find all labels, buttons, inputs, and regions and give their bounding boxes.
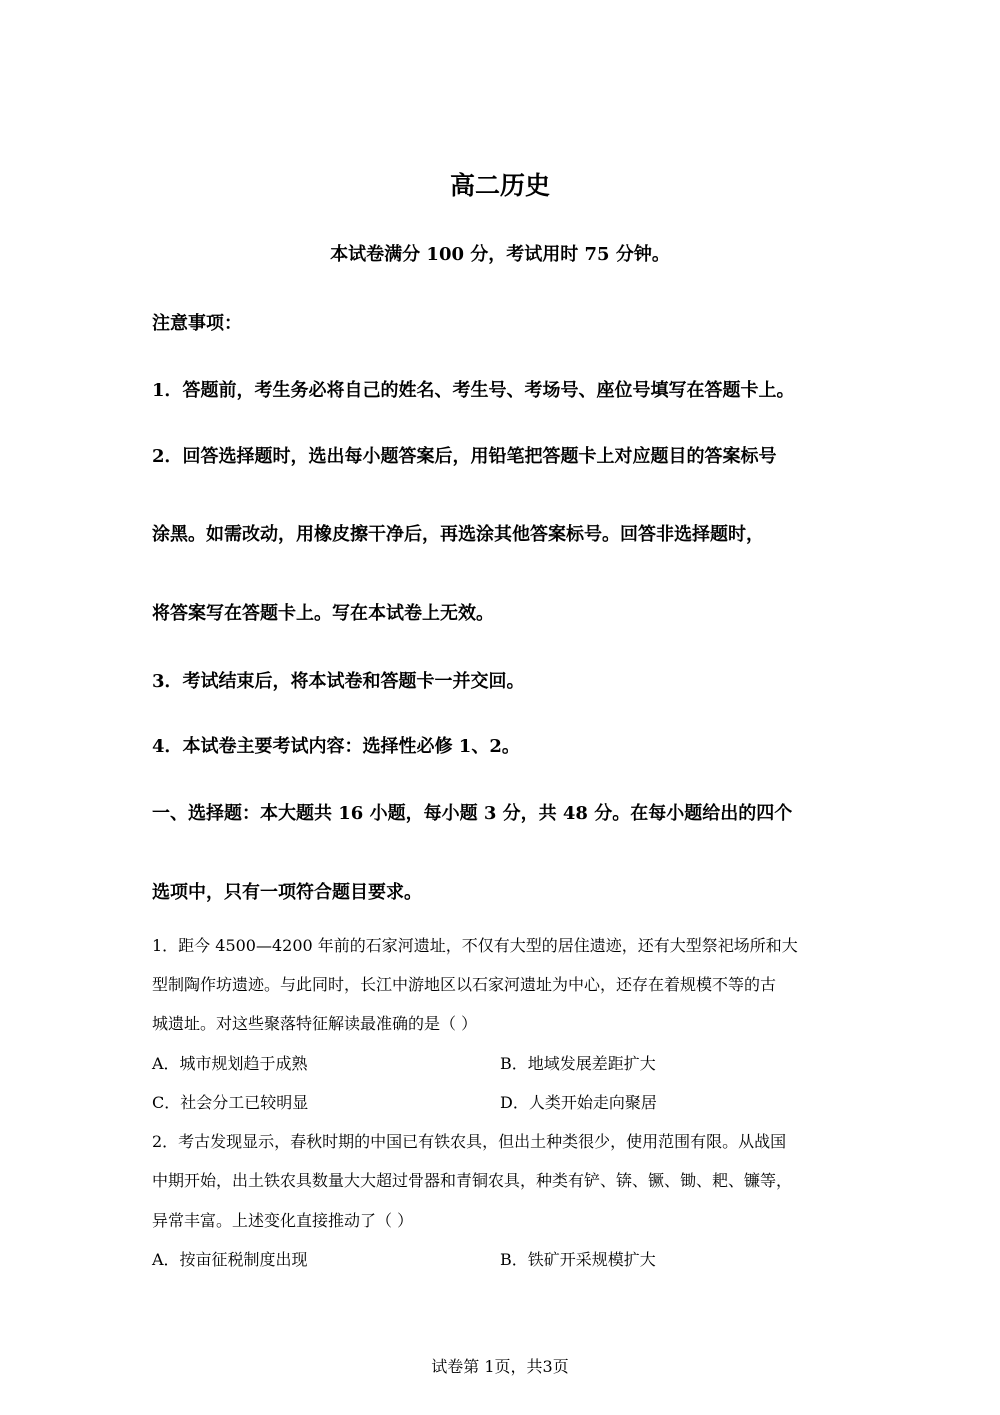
notice-item: 涂黑。如需改动，用橡皮擦干净后，再选涂其他答案标号。回答非选择题时， bbox=[152, 524, 764, 545]
answer-option: A．城市规划趋于成熟 bbox=[152, 1054, 308, 1073]
answer-option: C．社会分工已较明显 bbox=[152, 1093, 309, 1112]
notice-item: 2．回答选择题时，选出每小题答案后，用铅笔把答题卡上对应题目的答案标号 bbox=[152, 446, 777, 467]
notice-item: 1．答题前，考生务必将自己的姓名、考生号、考场号、座位号填写在答题卡上。 bbox=[152, 380, 795, 401]
notice-item: 3．考试结束后，将本试卷和答题卡一并交回。 bbox=[152, 671, 525, 692]
question-text: 城遗址。对这些聚落特征解读最准确的是（ ） bbox=[152, 1014, 478, 1033]
exam-subtitle: 本试卷满分 100 分，考试用时 75 分钟。 bbox=[330, 244, 670, 265]
section-heading: 一、选择题：本大题共 16 小题，每小题 3 分，共 48 分。在每小题给出的四个 bbox=[152, 803, 793, 824]
question-text: 1．距今 4500—4200 年前的石家河遗址，不仅有大型的居住遗迹，还有大型祭祀场所和大 bbox=[152, 936, 798, 955]
question-text: 2．考古发现显示，春秋时期的中国已有铁农具，但出土种类很少，使用范围有限。从战国 bbox=[152, 1132, 787, 1151]
answer-option: B．铁矿开采规模扩大 bbox=[500, 1250, 656, 1269]
question-text: 中期开始，出土铁农具数量大大超过骨器和青铜农具，种类有铲、锛、镢、锄、耙、镰等， bbox=[152, 1171, 793, 1190]
answer-option: A．按亩征税制度出现 bbox=[152, 1250, 308, 1269]
answer-option: B．地域发展差距扩大 bbox=[500, 1054, 656, 1073]
section-heading: 选项中，只有一项符合题目要求。 bbox=[152, 882, 422, 903]
question-text: 型制陶作坊遗迹。与此同时，长江中游地区以石家河遗址为中心，还存在着规模不等的古 bbox=[152, 975, 777, 994]
question-text: 异常丰富。上述变化直接推动了（ ） bbox=[152, 1211, 414, 1230]
notice-item: 4．本试卷主要考试内容：选择性必修 1、2。 bbox=[152, 736, 520, 757]
exam-title: 高二历史 bbox=[449, 171, 550, 200]
notice-heading: 注意事项： bbox=[152, 313, 242, 334]
notice-item: 将答案写在答题卡上。写在本试卷上无效。 bbox=[152, 603, 494, 624]
page-footer: 试卷第 1页，共3页 bbox=[431, 1357, 569, 1376]
answer-option: D．人类开始走向聚居 bbox=[500, 1093, 657, 1112]
